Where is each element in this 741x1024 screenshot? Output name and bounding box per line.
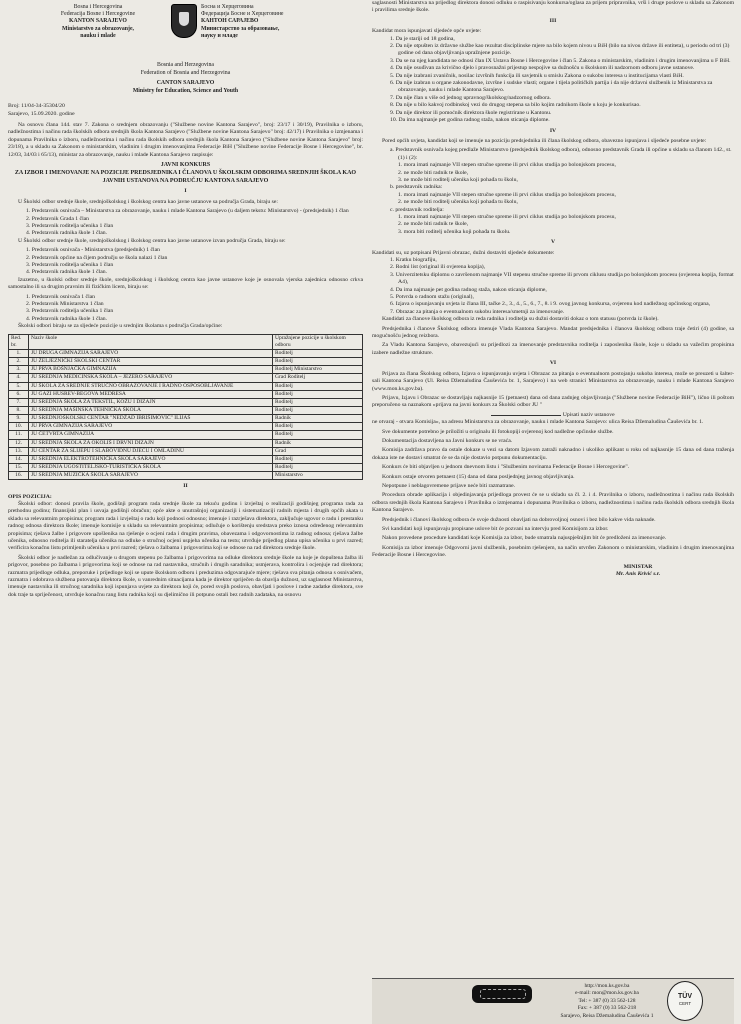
paragraph: Prijavu, Izjavu i Obrazac se dostavljaju najkasnije 15 (petnaest) dana od dana zadnjeg objavljivanja ("Službene novine Federacije BiH"), lično ili poštom preporučeno sa naznakom »prijava na javni konkurs za Školski odbor JU ": [372, 394, 734, 409]
right-column: [372, 0, 734, 1024]
list-item: 4. Da ima najmanje pet godina radnog staža, nakon sticanja diplome,: [390, 286, 547, 293]
list-item: 1. Predstavnik osnivača – Ministarstva za obrazovanje, nauku i mlade Kantona Sarajevo (u daljem tekstu: Ministarstvo) - (predsjednik) 1 član: [26, 208, 349, 215]
sarajevo-badge-icon: [472, 985, 532, 1003]
paragraph: saglasnosti Ministarstva na prijedlog direktora donosi odluku o raspisivanju konkursa/oglasa za prijem pripravnika, vrši i druge poslove u skladu sa Zakonom i pravilima srednje škole.: [372, 0, 734, 14]
paragraph: Kandidati za članove školskog odbora iz reda radnika i roditelja su dužni dostaviti dokaz o tom statusu (potvrda iz škole).: [382, 316, 659, 323]
table-row: [9, 366, 363, 374]
paragraph: Izuzetno, u školski odbor srednje škole, srednjoškolskog i školskog centra kao javne ustanove koje je osnovala vjerska zajednica odnosno crkva samostalno ili sa drugim pravnim ili fizičkim licem, biraju se:: [8, 276, 363, 291]
list-3: [8, 294, 363, 324]
list-item: 2. Da nije otpušten iz državne službe kao rezultat disciplinske mjere na bilo kojem nivou u BiH (bilo na nivou države ili entiteta), u periodu od tri (3) godine od dana objavljivanja upražnjene pozicije.: [390, 43, 730, 57]
table-cell: JU PRVA GIMNAZIJA SARAJEVO: [29, 423, 273, 431]
list-item: 1. mora imati najmanje VII stepen stručne spreme ili prvi ciklus studija po bolonjskom procesu,: [398, 162, 616, 169]
list-item: 6. Da nije izabran u organe zakonodavne, izvršne i sudske vlasti; organe i tijela političkih partija i da nije državni službenik iz Ministarstva za obrazovanje, nauku i mlade Kantona Sarajevo.: [390, 80, 713, 94]
table-cell: 2.: [9, 358, 29, 366]
table-row: [9, 447, 363, 455]
section-heading: I: [184, 188, 187, 195]
tuv-certificate-icon: TÜV CERT: [667, 981, 703, 1021]
paragraph: Konkurs će biti objavljen u jednom dnevnom listu i "Službenim novinama Federacije Bosne i Hercegovine".: [382, 464, 630, 471]
paragraph: Pored općih uvjeta, kandidat koji se imenuje na poziciju predsjednika ili člana školskog odbora, obavezno ispunjava i sljedeće posebne uvjete:: [382, 137, 707, 144]
header-english: Bosnia and Herzegovina Federation of Bosnia and Herzegovina CANTON SARAJEVO Ministry for Education, Science and Youth: [132, 62, 239, 94]
contact-info: http://mon.ks.gov.ba e-mail: mon@mon.ks.gov.ba Tel: + 387 (0) 33 562-128 Fax: + 387 (0) 33 562-218 Sarajevo, Reisa Džemaludina Čauševića 1: [552, 983, 662, 1020]
fill-in-line: Upisati naziv ustanove: [372, 412, 734, 419]
table-cell: Grad: [273, 447, 363, 455]
list-item: 1. Predstavnik osnivača - Ministarstva (predsjednik) 1 član: [26, 247, 160, 254]
list-1: [8, 208, 363, 238]
sub-heading: a. Predstavnik osnivača kojeg predlaže Ministarstvo (predsjednik školskog odbora), odnosno predstavnik Grada ili općine u skladu sa članom 142., st. (1) i (2):: [390, 147, 732, 161]
list-item: 6. Izjava o ispunjavanju uvjeta iz člana III, tačke 2., 3., 4., 5., 6., 7., 8. i 9. ovog javnog konkursa, ovjerenu kod nadležnog općinskog organa,: [390, 301, 711, 308]
list-item: 1. Da je stariji od 18 godina,: [390, 35, 455, 42]
table-row: [9, 423, 363, 431]
column-header: Naziv škole: [29, 334, 273, 349]
ministry-header: [8, 0, 363, 60]
list-item: 2. ne može biti radnik te škole,: [398, 221, 469, 228]
paragraph: Konkurs ostaje otvoren petnaest (15) dana od dana posljednjeg javnog objavljivanja.: [382, 473, 575, 480]
table-cell: JU SREDNJA ŠKOLA ZA OKOLIŠ I DRVNI DIZAJN: [29, 439, 273, 447]
sub-heading: c. predstavnik roditelja:: [390, 206, 444, 213]
table-row: [9, 431, 363, 439]
table-cell: 6.: [9, 390, 29, 398]
table-cell: JU CENTAR ZA SLIJEPU I SLABOVIDNU DJECU I OMLADINU: [29, 447, 273, 455]
table-cell: 1.: [9, 349, 29, 357]
paragraph: Kandidat mora ispunjavati sljedeće opće uvjete:: [372, 28, 482, 35]
table-cell: Roditelj: [273, 406, 363, 414]
list-item: 4. Predstavnik radnika škole 1 član.: [26, 230, 108, 237]
table-cell: Roditelj: [273, 455, 363, 463]
paragraph: Komisija zadržava pravo da ostale dokaze u vezi sa datom Izjavom zatraži naknadno i ukoliko aplikant u roku od najkasnije 15 dana od dana traženja dokaza iste ne dostavi smatrat će se da nije dostavio potpunu dokumentaciju.: [372, 447, 734, 461]
table-cell: 7.: [9, 398, 29, 406]
paragraph: Dokumentacija dostavljena na Javni konkurs se ne vraća.: [382, 437, 513, 444]
table-cell: JU ŠKOLA ZA SREDNJE STRUČNO OBRAZOVANJE I RADNO OSPOSOBLJAVANJE: [29, 382, 273, 390]
table-cell: JU ŽELJEZNIČKI ŠKOLSKI CENTAR: [29, 358, 273, 366]
paragraph: Svi kandidati koji ispunjavaju propisane uslove bit će pozvani na intervju pred Komisijom za izbor.: [382, 526, 609, 532]
column-header: Upražnjene pozicije u školskom odboru: [273, 334, 363, 349]
documents-list: [372, 257, 734, 316]
table-row: [9, 398, 363, 406]
list-item: 3. Predstavnik roditelja učenika 1 član: [26, 222, 114, 229]
paragraph: Za Vladu Kantona Sarajevo, obavezujući su prijedlozi za imenovanje predstavnika roditelja i zaposlenika škole, koje u skladu sa važećim propisima izabere nadležne strukture.: [372, 342, 734, 356]
conditions-list: [372, 36, 734, 125]
left-column: [8, 0, 363, 1024]
intro-paragraph: Na osnovu člana 144. stav 7. Zakona o srednjem obrazovanju ("Službene novine Kantona Sarajevo", broj: 23/17 i 30/19), Pravilnika o izboru, nadležnostima i načinu rada školskih odbora srednjih škola Kantona Sarajevo ("Službene novine Kantona Sarajevo" broj: 42/17) i Pravilnika o izmjenama i dopunama Pravilnika o izboru, nadležnostima i načinu rada školskih odbora srednjih škola Kantona Sarajevo ("Službene novine Kantona Sarajevo" broj: 23/18), a u skladu sa Zakonom o ministarskim, vladinim i drugim imenovanjima Federacije BiH ("Službene novine Federacije Bosne i Hercegovine", br. 12/03, 34/03 i 65/13), ministar za obrazovanje, nauku i mlade Kantona Sarajevo raspisuje:: [8, 121, 363, 158]
table-cell: JU SREDNJA MAŠINSKA TEHNIČKA ŠKOLA: [29, 406, 273, 414]
header-cyrillic: Босна и Херцеговина Федерација Босне и Херцеговине КАНТОН САРАЈЕВО Министарство за образовање, науку и младе: [201, 4, 284, 39]
table-cell: Ministarstvo: [273, 472, 363, 480]
list-item: 1. Kratku biografiju,: [390, 257, 437, 263]
signature-block: MINISTAR Mr. Anis Krivić s.r.: [615, 563, 661, 578]
list-item: 3. Predstavnik roditelja učenika 1 član: [26, 308, 114, 315]
list-item: 2. Predstavnik Ministarstva 1 član: [26, 301, 104, 308]
list-b: [372, 192, 734, 207]
table-row: [9, 406, 363, 414]
table-cell: Roditelj: [273, 431, 363, 439]
table-cell: Roditelj: [273, 463, 363, 471]
paragraph: Nepotpune i neblagovremene prijave neće biti razmatrane.: [382, 482, 516, 489]
list-item: 7. Da nije član u više od jednog upravnog/školskog/nadzornog odbora.: [390, 94, 551, 101]
table-cell: Roditelj: [273, 423, 363, 431]
header-latin: Bosna i Hercegovina Federacija Bosne i Hercegovine KANTON SARAJEVO Ministarstvo za obrazovanje, nauku i mlade: [60, 4, 136, 39]
paragraph: ne otvaraj - otvara Komisija«, na adresu Ministarstva za obrazovanje, nauku i mlade Kantona Sarajevo: ulica Reisa Džemaludina Čauševića br. 1.: [372, 419, 704, 426]
list-item: 8. Da nije u bilo kakvoj rodbinskoj vezi do drugog stepena sa bilo kojim radnikom škole u koju je konkurisao.: [390, 102, 641, 109]
table-header-row: [9, 334, 363, 349]
table-body: [9, 349, 363, 479]
table-row: [9, 472, 363, 480]
list-item: 2. ne može biti roditelj učenika koji pohađa tu školu,: [398, 199, 518, 206]
list-item: 9. Da nije direktor ili pomoćnik direktora škole registrirane u Kantonu.: [390, 109, 552, 116]
table-cell: JU SREDNJA ELEKTROTEHNIČKA ŠKOLA SARAJEVO: [29, 455, 273, 463]
list-item: 2. ne može biti radnik te škole,: [398, 169, 469, 176]
table-cell: 10.: [9, 423, 29, 431]
section-subtitle: OPIS POZICIJA:: [8, 493, 52, 500]
table-cell: 5.: [9, 382, 29, 390]
paragraph: Procedura obrade aplikacija i objedinjavanja prijedloga provest će se u skladu sa čl. 2. i 4. Pravilnika o izboru, nadležnostima i načinu rada školskih odbora srednjih škola Kantona Sarajevo i Pravilnika o izmjenama i dopunama Pravilnika o izboru, nadležnostima i načinu rada školskih odbora srednjih škola Kantona Sarajevo.: [372, 492, 734, 514]
table-row: [9, 455, 363, 463]
table-cell: JU SREDNJA ŠKOLA ZA TEKSTIL, KOŽU I DIZAJN: [29, 398, 273, 406]
table-cell: Radnik: [273, 415, 363, 423]
table-cell: 16.: [9, 472, 29, 480]
paragraph: Školski odbor: donosi pravila škole, godišnji program rada srednje škole za tekuću godinu i izvještaj o realizaciji godišnjeg programa rada za prethodnu godinu; finansijski plan i usvaja godišnji obračun; opće akte o unutrašnjoj organizaciji i sistematizaciji radnih mjesta i drugih općih akata u skladu sa relevantnim propisima; program rada i izvještaj o radu koji podnosi odnosno; imenuje i razrješava direktora, zaključuje ugovor o radu i prestanku radnog odnosa direktora škole; imenuje komisije u skladu sa relevantnim propisima; odlučuje o korištenju sredstava preko iznosa određenog relevantnim propisima; rješava žalbe i prigovore upošlenika na rješenje o ocjeni rada i drugim pravima, obavezama i odgovornostima iz radnog odnosa; rješava žalbe učenika, odnosno roditelja ili staratelja učenika na odluke o stručnoj ocjeni uspjeha učenika na testu; utvrđuje prijedlog plana upisa učenika u prvi razred; verificira konačnu listu primljenih učenika u prvi razred; rješava o žalbama i prigovorima koji se odnose na rad direktora srednje škole.: [8, 501, 363, 552]
table-row: [9, 439, 363, 447]
table-cell: Roditelj: [273, 398, 363, 406]
website-link[interactable]: http://mon.ks.gov.ba: [584, 983, 630, 989]
paragraph: Predsjednik i članovi školskog odbora će svoje dužnosti obavljati na dobrovoljnoj osnovi i bez bilo kakve vida naknade.: [382, 516, 656, 523]
final-paragraphs: [372, 429, 734, 560]
table-row: [9, 415, 363, 423]
paragraph: Komisija za izbor imenuje Odgovorni javni službenik, posebnim rješenjem, na način utvrđen Zakonom o ministarskim, vladinim i drugim imenovanjima Federacije Bosne i Hercegovine.: [372, 544, 734, 559]
list-item: 4. Predstavnik radnika škole 1 član.: [26, 269, 108, 276]
table-cell: 8.: [9, 406, 29, 414]
table-cell: Roditelj: [273, 390, 363, 398]
table-row: [9, 463, 363, 471]
table-cell: Grad Roditelj: [273, 374, 363, 382]
table-cell: Roditelj: [273, 358, 363, 366]
table-row: [9, 382, 363, 390]
list-item: 10. Da ima najmanje pet godina radnog staža, nakon sticanja diplome.: [390, 117, 550, 124]
reference: Broj: 11/04-34-35304/20 Sarajevo, 15.09.2020. godine: [8, 103, 75, 117]
list-item: 3. Da se na njeg kandidata ne odnosi član IX Ustava Bosne i Hercegovine i član 5. Zakona o ministarskim, vladinim i drugim imenovanjima u F BiH.: [390, 57, 731, 64]
table-cell: Radnik: [273, 439, 363, 447]
list-item: 1. mora imati najmanje VII stepen stručne spreme ili prvi ciklus studija po bolonjskom procesu,: [398, 191, 616, 198]
list-item: 3. mora biti roditelj učenika koji pohađa tu školu.: [398, 228, 511, 235]
table-row: [9, 374, 363, 382]
column-header: Red. br.: [9, 334, 29, 349]
table-cell: 4.: [9, 374, 29, 382]
list-item: 1. Predstavnik osnivača 1 član: [26, 293, 96, 300]
list-c: [372, 214, 734, 236]
list-item: 2. Predstavnik općine na čijem području se škola nalazi 1 član: [26, 254, 168, 261]
list-item: 3. Predstavnik roditelja učenika 1 član: [26, 262, 114, 269]
table-cell: JU SREDNJOŠKOLSKI CENTAR "NEDŽAD IBRIŠIMOVIĆ" ILIJAŠ: [29, 415, 273, 423]
table-cell: 15.: [9, 463, 29, 471]
list-item: 5. Da nije izabrani zvaničnik, nosilac izvršnih funkcija ili savjetnik u smislu Zakona o sukobu interesa u institucijama vlasti BiH.: [390, 72, 684, 79]
table-cell: Roditelj: [273, 349, 363, 357]
paragraph: Sve dokumente potrebno je priložiti u originalu ili fotokopiji ovjerenoj kod nadležne općinske službe.: [382, 428, 614, 435]
section-heading: V: [550, 239, 556, 246]
paragraph: Školski odbor je nadležan za odlučivanje u drugom stepenu po žalbama i prigovorima na odluke direktora srednje škole na koje je dopuštena žalba ili prigovor, posebno po žalbama i prigovorima koji se odnose na rad nastavnika, stručnih i drugih saradnika; usmjerava, kontrolira i ocjenjuje rad direktora; razmatra prijedloge odluka, preporuke i prijedloge koji se upute školskom odboru i preduzima odgovarajuće mjere; rješava sva pitanja odnosa s osnivačem, razmatra i odobrava službena putovanja direktora škole, u vanrednim situacijama kada je direktor spriječen da obavlja dužnost, uz saglasnost Ministarstva, imenuje nastavnika ili stručnog saradnika koji ispunjava uvjete za direktora koji će, pored svojih poslova, obavljati i poslove i radne zadatke direktora, sve dok traje ta spriječenost, utvrđuje konačnu rang listu radnika koji su djelimično ili potpuno ostali bez radnih zadataka, na osnovu: [8, 554, 363, 598]
list-item: 2. Predstavnik Grada 1 član: [26, 215, 90, 222]
section-heading: III: [549, 17, 557, 24]
section-heading: II: [183, 483, 188, 490]
table-cell: JU PRVA BOŠNJAČKA GIMNAZIJA: [29, 366, 273, 374]
list-item: 7. Obrazac za pitanja o eventualnom sukobu interesa/smetnji za imenovanje.: [390, 308, 565, 315]
list-2: [8, 247, 363, 277]
table-cell: Roditelj: [273, 382, 363, 390]
paragraph: U Školski odbor srednje škole, srednjoškolskog i školskog centra kao javne ustanove sa područja Grada, biraju se:: [18, 198, 278, 205]
sub-heading: b. predstavnik radnika:: [390, 184, 443, 191]
table-cell: JU GAZI HUSREV-BEGOVA MEDRESA: [29, 390, 273, 398]
list-item: 3. ne može biti roditelj učenika koji pohađa tu školu,: [398, 176, 518, 183]
table-row: [9, 349, 363, 357]
section-heading: IV: [549, 127, 557, 134]
table-row: [9, 390, 363, 398]
list-item: 2. Rodni list (original ili ovjerena kopija),: [390, 264, 486, 271]
email-link[interactable]: e-mail: mon@mon.ks.gov.ba: [575, 990, 639, 997]
paragraph: Nakon provedene procedure kandidati koje Komisija za izbor, bude smatrala najuspješnijim bit će predloženi za imenovanje.: [382, 535, 667, 542]
list-a: [372, 162, 734, 184]
paragraph: Predsjednika i članove Školskog odbora imenuje Vlada Kantona Sarajevo. Mandat predsjednika i članova školskog odbora traje četiri (4) godine, sa mogućnošću jednog reizbora.: [372, 325, 734, 340]
list-item: 4. Da nije osuđivan za krivično djelo i pravosnažni prijestup nespojive sa dužnošću u školskom ili nadzornom odboru javne ustanove.: [390, 65, 695, 72]
table-cell: JU SREDNJA MUZIČKA ŠKOLA SARAJEVO: [29, 472, 273, 480]
coat-of-arms-icon: [171, 4, 197, 38]
table-cell: JU SREDNJA MEDICINSKA ŠKOLA – JEZERO SARAJEVO: [29, 374, 273, 382]
list-item: 4. Predstavnik radnika škole 1 član.: [26, 315, 108, 322]
list-item: 1. mora imati najmanje VII stepen stručne spreme ili prvi ciklus studija po bolonjskom procesu,: [398, 213, 616, 220]
table-cell: JU ČETVRTA GIMNAZIJA: [29, 431, 273, 439]
section-heading: VI: [549, 360, 557, 367]
paragraph: Prijava za člana Školskog odbora, Izjava o ispunjavanju uvjeta i Obrazac za pitanja o eventualnom postojanju sukoba interesa, može se preuzeti u šalter-sali Kantona Sarajevo (Ul. Reisa Džemaludina Čauševića br. 1, Sarajevo) i na web stranici Ministarstva za obrazovanje, nauku i mlade Kantona Sarajevo (www.mon.ks.gov.ba).: [372, 370, 734, 392]
table-cell: JU DRUGA GIMNAZIJA SARAJEVO: [29, 349, 273, 357]
table-cell: JU SREDNJA UGOSTITELJSKO-TURISTIČKA ŠKOLA: [29, 463, 273, 471]
table-cell: 11.: [9, 431, 29, 439]
table-cell: 13.: [9, 447, 29, 455]
table-cell: 3.: [9, 366, 29, 374]
document-title: JAVNI KONKURS ZA IZBOR I IMENOVANJE NA POZICIJE PREDSJEDNIKA I ČLANOVA U ŠKOLSKIM ODBORIMA SREDNJIH ŠKOLA KAO JAVNIH USTANOVA NA PODRUČJU KANTONA SARAJEVO: [14, 161, 357, 184]
paragraph: Školski odbori biraju se za sljedeće pozicije u srednjim školama s područja Grada/općine:: [18, 323, 223, 330]
paragraph: U Školski odbor srednje škole, srednjoškolskog i školskog centra kao javne ustanove izvan područja Grada, biraju se:: [18, 237, 286, 244]
table-cell: 12.: [9, 439, 29, 447]
list-item: 3. Univerzitetsku diplomu o završenom najmanje VII stepenu stručne spreme ili prvom ciklusu studija po bolonjskom procesu (ovjerena kopija, format A4),: [390, 271, 734, 286]
paragraph: Kandidati su, uz potpisani Prijavni obrazac, dužni dostaviti sljedeće dokumente:: [372, 249, 555, 256]
schools-table: [8, 334, 363, 481]
list-item: 5. Potvrda o radnom stažu (original),: [390, 294, 474, 301]
table-row: [9, 358, 363, 366]
table-cell: 14.: [9, 455, 29, 463]
footer: [372, 978, 734, 1024]
table-cell: 9.: [9, 415, 29, 423]
table-cell: Roditelj Ministarstvo: [273, 366, 363, 374]
